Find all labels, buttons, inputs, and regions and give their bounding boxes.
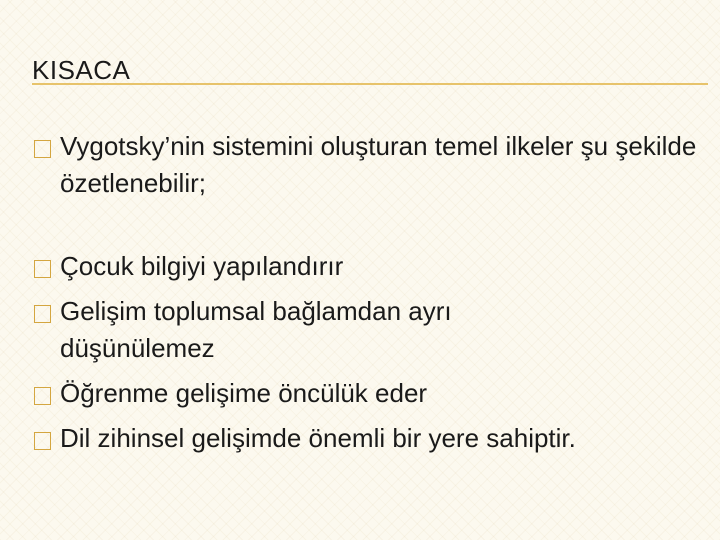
bullet-item xyxy=(32,293,702,367)
bullet-box-icon xyxy=(34,260,51,278)
bullet-text: Vygotsky’nin sistemini oluşturan temel ilkeler şu şekilde özetlenebilir; xyxy=(60,131,697,198)
slide-title: KISACA xyxy=(32,55,131,85)
bullet-item xyxy=(32,375,702,412)
bullet-item xyxy=(32,248,702,285)
bullet-text: Dil zihinsel gelişimde önemli bir yere sahiptir. xyxy=(60,423,576,453)
bullet-box-icon xyxy=(34,432,51,450)
bullet-box-icon xyxy=(34,305,51,323)
bullet-box-icon xyxy=(34,387,51,405)
bullet-box-icon xyxy=(34,140,51,158)
bullet-item xyxy=(32,128,702,202)
bullet-text: Öğrenme gelişime öncülük eder xyxy=(60,378,428,408)
bullet-text: Gelişim toplumsal bağlamdan ayrı düşünülemez xyxy=(60,296,452,363)
title-underline xyxy=(32,83,708,85)
bullet-item xyxy=(32,420,702,457)
bullet-list xyxy=(32,128,702,457)
bullet-text: Çocuk bilgiyi yapılandırır xyxy=(60,251,344,281)
